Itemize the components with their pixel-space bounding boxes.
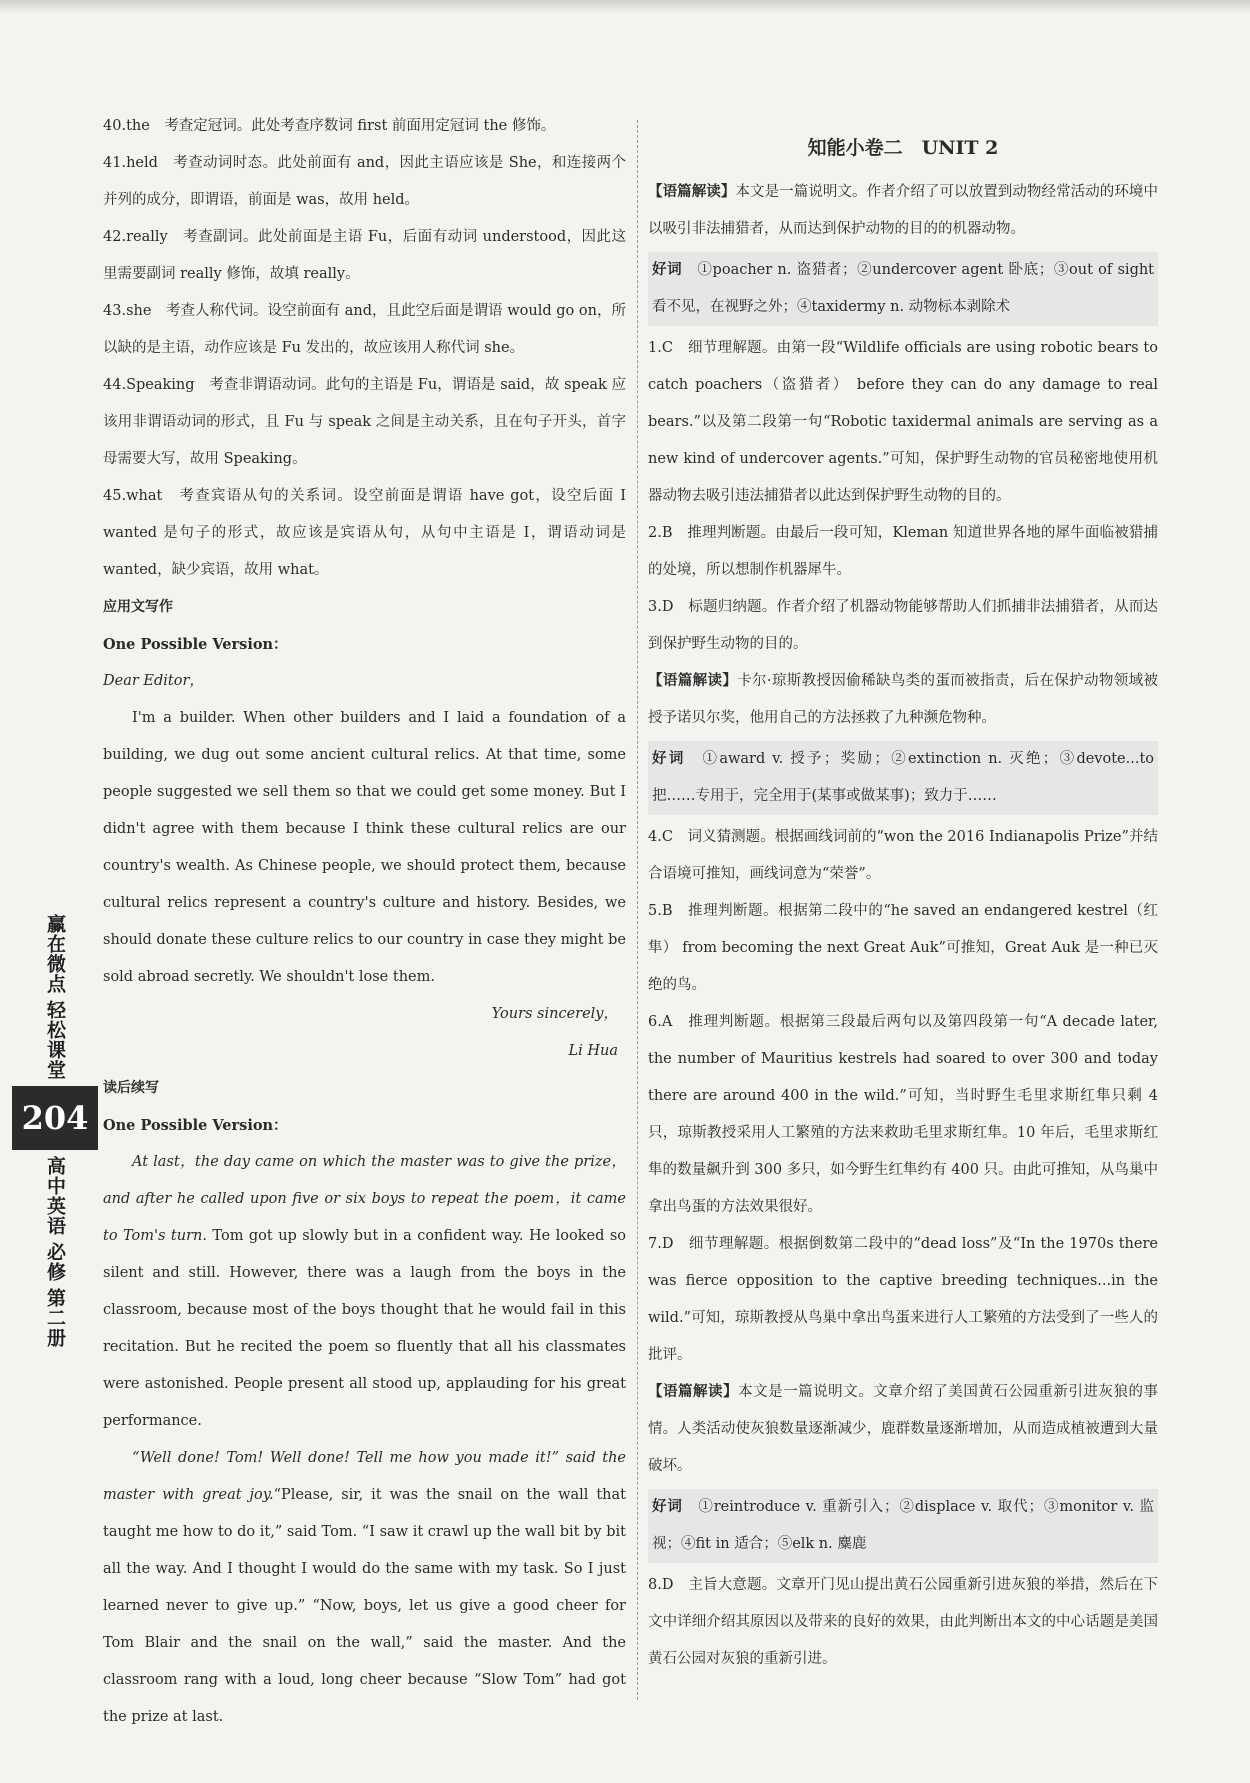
- volume-label: 必修: [44, 1242, 66, 1282]
- answer-number: 1.C: [648, 340, 673, 356]
- answer-item: [648, 330, 1158, 515]
- answer-item: [648, 893, 1158, 1004]
- series-name: 赢在微点: [44, 914, 66, 994]
- answer-explanation: 考查副词。此处前面是主语 Fu，后面有动词 understood，因此这里需要副词 really 修饰，故填 really。: [103, 229, 626, 282]
- answer-explanation: 推理判断题。根据第三段最后两句以及第四段第一句“A decade later, the number of Mauritius kestrels had soared to over 300 and today there are around 400 in the wild.”可知，当时野生毛里求斯红隼只剩 4 只，琼斯教授采用人工繁殖的方法来救助毛里求斯红隼。10 年后，毛里求斯红隼的数量飙升到 300 多只，如今野生红隼约有 400 只。由此可推知，从鸟巢中拿出鸟蛋的方法效果很好。: [648, 1014, 1158, 1215]
- story-paragraph: [103, 1144, 626, 1440]
- version-label: One Possible Version：: [103, 1117, 288, 1134]
- passage-analysis: 【语篇解读】卡尔·琼斯教授因偷稀缺鸟类的蛋而被指责，后在保护动物领域被授予诺贝尔奖，他用自己的方法拯救了九种濒危物种。: [648, 673, 1158, 726]
- column-divider: [637, 120, 638, 1700]
- answer-item: [648, 589, 1158, 663]
- answer-number: 43.: [103, 303, 127, 319]
- given-opening: “Well done! Tom! Well done! Tell me how you made it!” said the master with great joy.: [103, 1450, 626, 1503]
- answer-explanation: 考查非谓语动词。此句的主语是 Fu，谓语是 said，故 speak 应该用非谓语动词的形式，且 Fu 与 speak 之间是主动关系，且在句子开头，首字母需要大写，故用 Speaking。: [103, 377, 627, 467]
- answer-number: 3.D: [648, 599, 674, 615]
- answer-word: held: [126, 155, 158, 171]
- story-text: “Please, sir, it was the snail on the wall that taught me how to do it,” said Tom. “I saw it crawl up the wall bit by bit all the way. And I thought I would do the same with my task. So I just learned never to give up.” “Now, boys, let us give a good cheer for Tom Blair and the snail on the wall,” said the master. And the classroom rang with a loud, long cheer because “Slow Tom” had got the prize at last.: [103, 1487, 626, 1725]
- vocabulary-box: 好词 ①award v. 授予；奖励；②extinction n. 灭绝；③devote...to 把……专用于，完全用于(某事或做某事)；致力于……: [648, 741, 1158, 815]
- given-opening: At last，the day came on which the master was to give the prize，and after he called upon five or six boys to repeat the poem，it came to Tom's turn.: [103, 1154, 626, 1244]
- answer-item: [103, 367, 626, 478]
- answer-explanation: 考查宾语从句的关系词。设空前面是谓语 have got，设空后面 I wanted 是句子的形式，故应该是宾语从句，从句中主语是 I，谓语动词是 wanted，缺少宾语，故用 what。: [103, 488, 626, 578]
- vocabulary-box: 好词 ①reintroduce v. 重新引入；②displace v. 取代；③monitor v. 监视；④fit in 适合；⑤elk n. 麋鹿: [648, 1489, 1158, 1563]
- answer-number: 40.: [103, 118, 127, 134]
- answer-explanation: 考查人称代词。设空前面有 and，且此空后面是谓语 would go on，所以缺的是主语，动作应该是 Fu 发出的，故应该用人称代词 she。: [103, 303, 626, 356]
- story-text: Tom got up slowly but in a confident way. He looked so silent and still. However, there was a laugh from the boys in the classroom, because most of the boys thought that he would fail in this recitation. But he recited the poem so fluently that all his classmates were astonished. People present all stood up, applauding for his great performance.: [103, 1228, 626, 1429]
- series-subtitle: 轻松课堂: [44, 1000, 66, 1080]
- left-column: [103, 108, 626, 1736]
- answer-explanation: 词义猜测题。根据画线词前的“won the 2016 Indianapolis Prize”并结合语境可推知，画线词意为“荣誉”。: [648, 829, 1158, 882]
- version-label: One Possible Version：: [103, 636, 288, 653]
- answer-word: Speaking: [126, 377, 195, 393]
- answer-list-left: [103, 108, 626, 589]
- answer-explanation: 推理判断题。由最后一段可知，Kleman 知道世界各地的犀牛面临被猎捕的处境，所以想制作机器犀牛。: [648, 525, 1159, 578]
- answer-item: [648, 1226, 1158, 1374]
- letter-signature: Li Hua: [568, 1043, 618, 1059]
- answer-item: [648, 515, 1158, 589]
- answer-number: 6.A: [648, 1014, 673, 1030]
- answer-item: [103, 219, 626, 293]
- section-heading-continuation: 读后续写: [103, 1080, 159, 1096]
- subject-label: 高中英语: [44, 1156, 66, 1236]
- answer-number: 5.B: [648, 903, 673, 919]
- answer-list: [648, 330, 1158, 663]
- passage-analysis: 【语篇解读】本文是一篇说明文。文章介绍了美国黄石公园重新引进灰狼的事情。人类活动使灰狼数量逐渐减少，鹿群数量逐渐增加，从而造成植被遭到大量破坏。: [648, 1384, 1159, 1474]
- right-column: [648, 128, 1158, 1678]
- answer-item: [103, 145, 626, 219]
- answer-number: 41.: [103, 155, 127, 171]
- answer-number: 8.D: [648, 1577, 674, 1593]
- sidebar: [12, 908, 98, 1354]
- vocabulary-box: 好词 ①poacher n. 盗猎者；②undercover agent 卧底；③out of sight 看不见，在视野之外；④taxidermy n. 动物标本剥除术: [648, 252, 1158, 326]
- answer-item: [103, 108, 626, 145]
- letter-body: I'm a builder. When other builders and I laid a foundation of a building, we dug out some ancient cultural relics. At that time, some people suggested we sell them so that we could get some money. But I didn't agree with them because I think these cultural relics are our country's wealth. As Chinese people, we should protect them, because cultural relics represent a country's culture and history. Besides, we should donate these culture relics to our country in case they might be sold abroad secretly. We shouldn't lose them.: [103, 710, 626, 985]
- story-paragraph: [103, 1440, 626, 1736]
- section-heading-writing: 应用文写作: [103, 599, 173, 615]
- answer-word: the: [126, 118, 150, 134]
- answer-explanation: 主旨大意题。文章开门见山提出黄石公园重新引进灰狼的举措，然后在下文中详细介绍其原因以及带来的良好的效果，由此判断出本文的中心话题是美国黄石公园对灰狼的重新引进。: [648, 1577, 1159, 1667]
- answer-explanation: 细节理解题。由第一段“Wildlife officials are using robotic bears to catch poachers（盗猎者） before they can do any damage to real bears.”以及第二段第一句“Robotic taxidermal animals are serving as a new kind of undercover agents.”可知，保护野生动物的官员秘密地使用机器动物去吸引违法捕猎者以此达到保护野生动物的目的。: [648, 340, 1158, 504]
- answer-number: 45.: [103, 488, 127, 504]
- answer-word: really: [126, 229, 168, 245]
- passage-analysis: 【语篇解读】本文是一篇说明文。作者介绍了可以放置到动物经常活动的环境中以吸引非法捕猎者，从而达到保护动物的目的的机器动物。: [648, 184, 1159, 237]
- letter-salutation: Dear Editor，: [103, 673, 204, 689]
- page-edge-shadow: [0, 0, 1250, 14]
- answer-item: [648, 1004, 1158, 1226]
- answer-number: 42.: [103, 229, 127, 245]
- letter-closing: Yours sincerely，: [491, 1006, 618, 1022]
- answer-explanation: 考查定冠词。此处考查序数词 first 前面用定冠词 the 修饰。: [164, 118, 556, 134]
- answer-number: 2.B: [648, 525, 673, 541]
- answer-number: 4.C: [648, 829, 673, 845]
- answer-explanation: 标题归纳题。作者介绍了机器动物能够帮助人们抓捕非法捕猎者，从而达到保护野生动物的目的。: [648, 599, 1159, 652]
- answer-item: [648, 1567, 1158, 1678]
- answer-item: [103, 478, 626, 589]
- answer-list: [648, 1567, 1158, 1678]
- answer-explanation: 推理判断题。根据第二段中的“he saved an endangered kestrel（红隼） from becoming the next Great Auk”可推知，Great Auk 是一种已灭绝的鸟。: [648, 903, 1158, 993]
- answer-explanation: 考查动词时态。此处前面有 and，因此主语应该是 She，和连接两个并列的成分，即谓语，前面是 was，故用 held。: [103, 155, 626, 208]
- answer-word: what: [126, 488, 163, 504]
- answer-list: [648, 819, 1158, 1374]
- page-number: 204: [12, 1086, 98, 1150]
- answer-word: she: [126, 303, 152, 319]
- answer-number: 7.D: [648, 1236, 674, 1252]
- answer-explanation: 细节理解题。根据倒数第二段中的“dead loss”及“In the 1970s there was fierce opposition to the captive breeding techniques...in the wild.”可知，琼斯教授从鸟巢中拿出鸟蛋来进行人工繁殖的方法受到了一些人的批评。: [648, 1236, 1158, 1363]
- quiz-title: 知能小卷二 UNIT 2: [807, 137, 999, 159]
- answer-item: [103, 293, 626, 367]
- book-label: 第二册: [44, 1288, 66, 1348]
- answer-number: 44.: [103, 377, 127, 393]
- answer-item: [648, 819, 1158, 893]
